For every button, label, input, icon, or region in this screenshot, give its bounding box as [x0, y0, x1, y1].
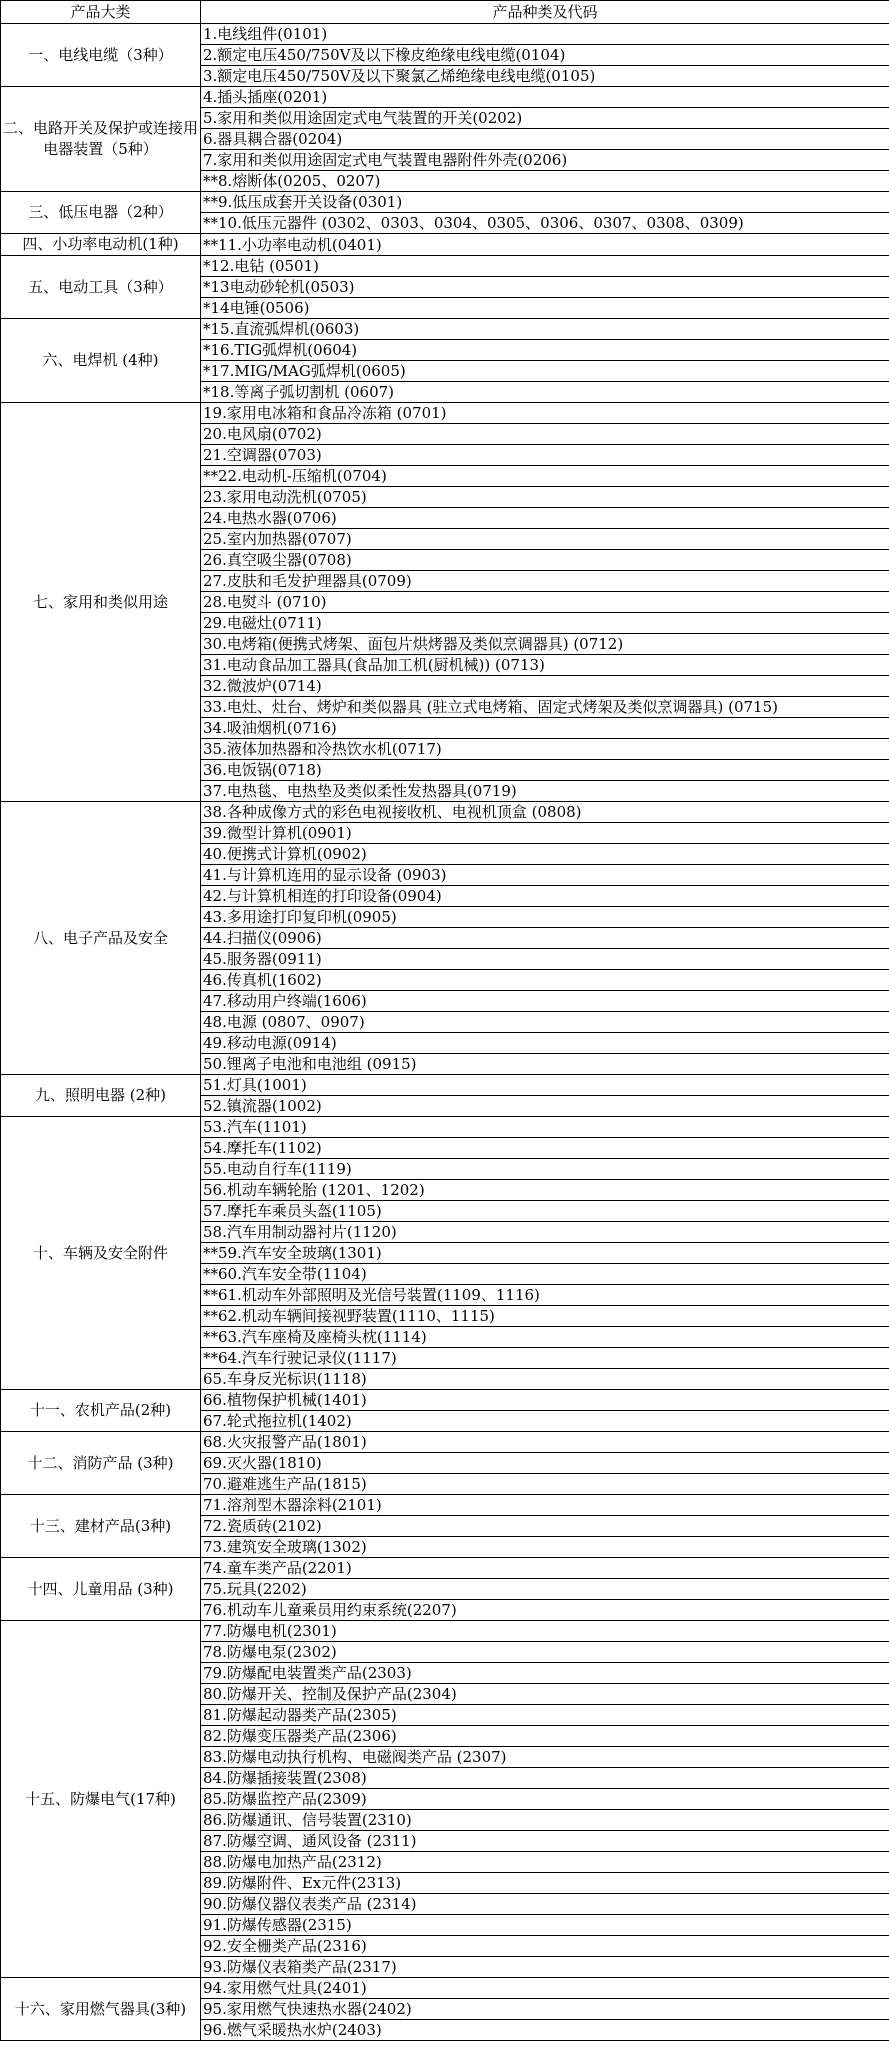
product-item-cell: 31.电动食品加工器具(食品加工机(厨机械)) (0713)	[201, 655, 889, 676]
product-item-cell: 74.童车类产品(2201)	[201, 1558, 889, 1579]
product-item-cell: 35.液体加热器和冷热饮水机(0717)	[201, 739, 889, 760]
product-item-cell: 21.空调器(0703)	[201, 445, 889, 466]
category-cell: 七、家用和类似用途	[1, 403, 201, 802]
product-item-cell: 50.锂离子电池和电池组 (0915)	[201, 1054, 889, 1075]
category-cell: 八、电子产品及安全	[1, 802, 201, 1075]
product-item-cell: 86.防爆通讯、信号装置(2310)	[201, 1810, 889, 1831]
product-item-cell: 55.电动自行车(1119)	[201, 1159, 889, 1180]
product-item-cell: 93.防爆仪表箱类产品(2317)	[201, 1957, 889, 1978]
product-item-cell: **62.机动车辆间接视野装置(1110、1115)	[201, 1306, 889, 1327]
product-item-cell: 24.电热水器(0706)	[201, 508, 889, 529]
product-item-cell: 92.安全栅类产品(2316)	[201, 1936, 889, 1957]
product-item-cell: 26.真空吸尘器(0708)	[201, 550, 889, 571]
product-item-cell: 84.防爆插接装置(2308)	[201, 1768, 889, 1789]
product-item-cell: **61.机动车外部照明及光信号装置(1109、1116)	[201, 1285, 889, 1306]
table-row	[1, 1495, 889, 1516]
product-item-cell: 81.防爆起动器类产品(2305)	[201, 1705, 889, 1726]
product-item-cell: 41.与计算机连用的显示设备 (0903)	[201, 865, 889, 886]
product-item-cell: *16.TIG弧焊机(0604)	[201, 340, 889, 361]
category-cell: 一、电线电缆（3种）	[1, 24, 201, 87]
product-item-cell: 29.电磁灶(0711)	[201, 613, 889, 634]
product-item-cell: 82.防爆变压器类产品(2306)	[201, 1726, 889, 1747]
category-cell: 十四、儿童用品 (3种)	[1, 1558, 201, 1621]
product-item-cell: 49.移动电源(0914)	[201, 1033, 889, 1054]
product-item-cell: **63.汽车座椅及座椅头枕(1114)	[201, 1327, 889, 1348]
table-row	[1, 319, 889, 340]
category-cell: 六、电焊机 (4种)	[1, 319, 201, 403]
product-item-cell: 2.额定电压450/750V及以下橡皮绝缘电线电缆(0104)	[201, 45, 889, 66]
table-row	[1, 1117, 889, 1138]
product-item-cell: **22.电动机-压缩机(0704)	[201, 466, 889, 487]
product-item-cell: **11.小功率电动机(0401)	[201, 234, 889, 256]
table-row	[1, 1075, 889, 1096]
product-item-cell: 66.植物保护机械(1401)	[201, 1390, 889, 1411]
product-item-cell: 80.防爆开关、控制及保护产品(2304)	[201, 1684, 889, 1705]
table-row	[1, 24, 889, 45]
category-cell: 十一、农机产品(2种)	[1, 1390, 201, 1432]
product-item-cell: *17.MIG/MAG弧焊机(0605)	[201, 361, 889, 382]
product-item-cell: 34.吸油烟机(0716)	[201, 718, 889, 739]
table-row	[1, 802, 889, 823]
product-item-cell: **10.低压元器件 (0302、0303、0304、0305、0306、0307、0308、0309)	[201, 213, 889, 234]
product-item-cell: 4.插头插座(0201)	[201, 87, 889, 108]
category-cell: 十三、建材产品(3种)	[1, 1495, 201, 1558]
product-item-cell: 33.电灶、灶台、烤炉和类似器具 (驻立式电烤箱、固定式烤架及类似烹调器具) (0715)	[201, 697, 889, 718]
product-item-cell: 36.电饭锅(0718)	[201, 760, 889, 781]
table-row	[1, 1621, 889, 1642]
product-item-cell: 78.防爆电泵(2302)	[201, 1642, 889, 1663]
product-item-cell: 52.镇流器(1002)	[201, 1096, 889, 1117]
product-item-cell: 3.额定电压450/750V及以下聚氯乙烯绝缘电线电缆(0105)	[201, 66, 889, 87]
product-item-cell: 45.服务器(0911)	[201, 949, 889, 970]
product-item-cell: 38.各种成像方式的彩色电视接收机、电视机顶盒 (0808)	[201, 802, 889, 823]
product-item-cell: 58.汽车用制动器衬片(1120)	[201, 1222, 889, 1243]
product-item-cell: 39.微型计算机(0901)	[201, 823, 889, 844]
product-item-cell: 28.电熨斗 (0710)	[201, 592, 889, 613]
category-cell: 二、电路开关及保护或连接用电器装置（5种）	[1, 87, 201, 192]
header-item: 产品种类及代码	[201, 1, 889, 24]
category-cell: 十五、防爆电气(17种)	[1, 1621, 201, 1978]
product-item-cell: 25.室内加热器(0707)	[201, 529, 889, 550]
product-item-cell: 79.防爆配电装置类产品(2303)	[201, 1663, 889, 1684]
product-item-cell: 20.电风扇(0702)	[201, 424, 889, 445]
product-item-cell: 7.家用和类似用途固定式电气装置电器附件外壳(0206)	[201, 150, 889, 171]
product-item-cell: 87.防爆空调、通风设备 (2311)	[201, 1831, 889, 1852]
product-item-cell: 72.瓷质砖(2102)	[201, 1516, 889, 1537]
product-item-cell: 85.防爆监控产品(2309)	[201, 1789, 889, 1810]
product-item-cell: 95.家用燃气快速热水器(2402)	[201, 1999, 889, 2020]
product-item-cell: 6.器具耦合器(0204)	[201, 129, 889, 150]
product-item-cell: 27.皮肤和毛发护理器具(0709)	[201, 571, 889, 592]
product-item-cell: 53.汽车(1101)	[201, 1117, 889, 1138]
product-item-cell: 42.与计算机相连的打印设备(0904)	[201, 886, 889, 907]
category-cell: 九、照明电器 (2种)	[1, 1075, 201, 1117]
product-item-cell: 47.移动用户终端(1606)	[201, 991, 889, 1012]
product-item-cell: 51.灯具(1001)	[201, 1075, 889, 1096]
product-item-cell: 44.扫描仪(0906)	[201, 928, 889, 949]
table-row	[1, 87, 889, 108]
product-item-cell: 89.防爆附件、Ex元件(2313)	[201, 1873, 889, 1894]
product-item-cell: 19.家用电冰箱和食品冷冻箱 (0701)	[201, 403, 889, 424]
product-item-cell: **8.熔断体(0205、0207)	[201, 171, 889, 192]
product-item-cell: 43.多用途打印复印机(0905)	[201, 907, 889, 928]
product-item-cell: 65.车身反光标识(1118)	[201, 1369, 889, 1390]
table-row	[1, 1978, 889, 1999]
category-cell: 十、车辆及安全附件	[1, 1117, 201, 1390]
product-item-cell: 91.防爆传感器(2315)	[201, 1915, 889, 1936]
table-body	[1, 24, 889, 2041]
product-item-cell: 1.电线组件(0101)	[201, 24, 889, 45]
header-row	[1, 1, 889, 24]
table-row	[1, 1390, 889, 1411]
table-row	[1, 1432, 889, 1453]
product-item-cell: 40.便携式计算机(0902)	[201, 844, 889, 865]
product-item-cell: **60.汽车安全带(1104)	[201, 1264, 889, 1285]
product-item-cell: 48.电源 (0807、0907)	[201, 1012, 889, 1033]
product-item-cell: 32.微波炉(0714)	[201, 676, 889, 697]
product-item-cell: 5.家用和类似用途固定式电气装置的开关(0202)	[201, 108, 889, 129]
table-row	[1, 403, 889, 424]
table-row	[1, 1558, 889, 1579]
product-item-cell: 67.轮式拖拉机(1402)	[201, 1411, 889, 1432]
product-item-cell: *13电动砂轮机(0503)	[201, 277, 889, 298]
product-item-cell: 56.机动车辆轮胎 (1201、1202)	[201, 1180, 889, 1201]
product-item-cell: 90.防爆仪器仪表类产品 (2314)	[201, 1894, 889, 1915]
product-item-cell: 54.摩托车(1102)	[201, 1138, 889, 1159]
table-row	[1, 256, 889, 277]
product-item-cell: 68.火灾报警产品(1801)	[201, 1432, 889, 1453]
product-item-cell: 71.溶剂型木器涂料(2101)	[201, 1495, 889, 1516]
product-item-cell: 88.防爆电加热产品(2312)	[201, 1852, 889, 1873]
product-item-cell: *12.电钻 (0501)	[201, 256, 889, 277]
product-item-cell: 30.电烤箱(便携式烤架、面包片烘烤器及类似烹调器具) (0712)	[201, 634, 889, 655]
product-item-cell: 46.传真机(1602)	[201, 970, 889, 991]
table-row	[1, 234, 889, 256]
product-item-cell: 77.防爆电机(2301)	[201, 1621, 889, 1642]
product-item-cell: **59.汽车安全玻璃(1301)	[201, 1243, 889, 1264]
product-item-cell: **9.低压成套开关设备(0301)	[201, 192, 889, 213]
category-cell: 十二、消防产品 (3种)	[1, 1432, 201, 1495]
table-row	[1, 192, 889, 213]
product-item-cell: 37.电热毯、电热垫及类似柔性发热器具(0719)	[201, 781, 889, 802]
header-category: 产品大类	[1, 1, 201, 24]
product-item-cell: *15.直流弧焊机(0603)	[201, 319, 889, 340]
product-item-cell: **64.汽车行驶记录仪(1117)	[201, 1348, 889, 1369]
product-item-cell: 23.家用电动洗机(0705)	[201, 487, 889, 508]
product-item-cell: *14电锤(0506)	[201, 298, 889, 319]
category-cell: 十六、家用燃气器具(3种)	[1, 1978, 201, 2041]
product-item-cell: 73.建筑安全玻璃(1302)	[201, 1537, 889, 1558]
product-item-cell: 57.摩托车乘员头盔(1105)	[201, 1201, 889, 1222]
product-item-cell: 69.灭火器(1810)	[201, 1453, 889, 1474]
product-item-cell: 96.燃气采暖热水炉(2403)	[201, 2020, 889, 2041]
product-item-cell: *18.等离子弧切割机 (0607)	[201, 382, 889, 403]
category-cell: 五、电动工具（3种）	[1, 256, 201, 319]
product-item-cell: 76.机动车儿童乘员用约束系统(2207)	[201, 1600, 889, 1621]
category-cell: 三、低压电器（2种）	[1, 192, 201, 234]
product-item-cell: 83.防爆电动执行机构、电磁阀类产品 (2307)	[201, 1747, 889, 1768]
product-item-cell: 94.家用燃气灶具(2401)	[201, 1978, 889, 1999]
product-item-cell: 70.避难逃生产品(1815)	[201, 1474, 889, 1495]
category-cell: 四、小功率电动机(1种)	[1, 234, 201, 256]
product-item-cell: 75.玩具(2202)	[201, 1579, 889, 1600]
